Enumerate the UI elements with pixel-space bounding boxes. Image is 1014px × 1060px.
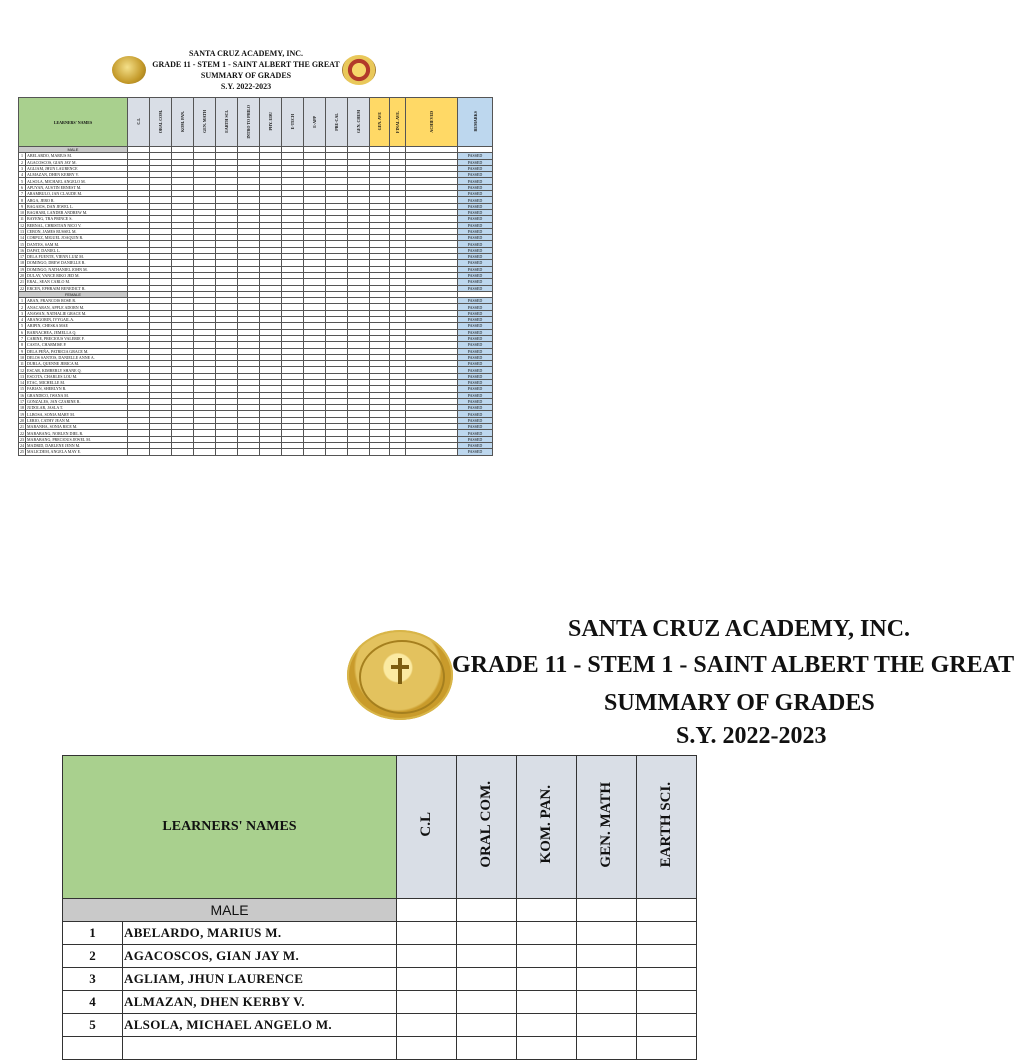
zoom-report-title: SUMMARY OF GRADES	[604, 690, 875, 716]
remarks-cell: PASSED	[458, 386, 493, 392]
report-title: SUMMARY OF GRADES	[200, 71, 292, 80]
remarks-cell: PASSED	[458, 165, 493, 171]
remarks-cell: PASSED	[458, 329, 493, 335]
table-row: 18 DOMINGO, DREW DANIELLE R. PASSED	[19, 260, 493, 266]
col-header-oral-com: ORAL COM.	[457, 756, 517, 899]
table-row: 5 ALSOLA, MICHAEL ANGELO M.	[63, 1014, 697, 1037]
table-row: 22 MABABANG, NORLEN DIEL R. PASSED	[19, 430, 493, 436]
student-name: MABANHA, SONIA RICE M.	[26, 424, 128, 430]
student-name: DANTES, SAM M.	[26, 241, 128, 247]
table-row: 20 DULAY, VANCE RIKO JED M. PASSED	[19, 272, 493, 278]
table-row: 17 GONZALES, JAN CZARINE R. PASSED	[19, 398, 493, 404]
remarks-cell: PASSED	[458, 304, 493, 310]
table-row: 10 DELOS SANTOS, DANIELLE ANNE A. PASSED	[19, 354, 493, 360]
remarks-cell: PASSED	[458, 153, 493, 159]
student-name: ARIPIN, CHESKA MAE	[26, 323, 128, 329]
thumb-col-header: GEN. CHEM	[348, 98, 370, 147]
learners-names-header: LEARNERS' NAMES	[63, 756, 397, 899]
remarks-cell: PASSED	[458, 367, 493, 373]
remarks-cell: PASSED	[458, 342, 493, 348]
table-row: 11 BAYENG, TRA PRINCE S. PASSED	[19, 216, 493, 222]
student-name: ARANGORIN, IVYGAIL A.	[26, 317, 128, 323]
thumbnail-grades-table	[18, 97, 493, 456]
student-name: AGLIAM, JHUN LAURENCE	[26, 165, 128, 171]
col-header-earth-sci: EARTH SCI.	[637, 756, 697, 899]
student-name: CASTA, CHARMISE P.	[26, 342, 128, 348]
remarks-cell: PASSED	[458, 272, 493, 278]
page-thumbnail	[0, 0, 768, 500]
student-name: BAGAIOS, DAN JEWEL L.	[26, 203, 128, 209]
table-row: 19 LLBOSA, SONIA MARY M. PASSED	[19, 411, 493, 417]
remarks-cell: PASSED	[458, 228, 493, 234]
remarks-cell: PASSED	[458, 430, 493, 436]
thumb-names-header: LEARNERS' NAMES	[19, 98, 128, 147]
remarks-cell: PASSED	[458, 379, 493, 385]
student-name: AGACOSCOS, GIAN JAY M.	[26, 159, 128, 165]
table-row: 15 DANTES, SAM M. PASSED	[19, 241, 493, 247]
table-row: 17 DELA FUENTE, VIENN LUIZ M. PASSED	[19, 254, 493, 260]
student-name: MABABANG, PRECIOUS JEWEL M.	[26, 436, 128, 442]
remarks-cell: PASSED	[458, 279, 493, 285]
student-name: DELA FUENTE, VIENN LUIZ M.	[26, 254, 128, 260]
student-name: CEBON, JAMES RUSSEL M.	[26, 228, 128, 234]
remarks-cell: PASSED	[458, 241, 493, 247]
remarks-cell: PASSED	[458, 442, 493, 448]
table-row: 7 CABINE, PRECIOUS VALERIE F. PASSED	[19, 335, 493, 341]
student-name: ERAL, SEAN CARLO M.	[26, 279, 128, 285]
student-name: ARGA, JERO R.	[26, 197, 128, 203]
table-row: 3 AGLIAM, JHUN LAURENCE PASSED	[19, 165, 493, 171]
col-header-cl: C.L	[397, 756, 457, 899]
student-name: APUYAN, AUSTIN ERNEST M.	[26, 184, 128, 190]
student-name: DOMINGO, NATHANIEL JOHN M.	[26, 266, 128, 272]
student-name: GONZALES, JAN CZARINE R.	[26, 398, 128, 404]
table-row: 21 MABANHA, SONIA RICE M. PASSED	[19, 424, 493, 430]
student-name: ABELARDO, MARIUS M.	[123, 922, 397, 945]
remarks-cell: PASSED	[458, 191, 493, 197]
table-row: 5 ARIPIN, CHESKA MAE PASSED	[19, 323, 493, 329]
student-name: DULAY, VANCE RIKO JED M.	[26, 272, 128, 278]
student-name: DURLA, QUENNE JERICA M.	[26, 361, 128, 367]
remarks-cell: PASSED	[458, 317, 493, 323]
student-name: CABINE, PRECIOUS VALERIE F.	[26, 335, 128, 341]
student-name: ABELARDO, MARIUS M.	[26, 153, 128, 159]
remarks-cell: PASSED	[458, 178, 493, 184]
remarks-cell: PASSED	[458, 411, 493, 417]
remarks-cell: PASSED	[458, 424, 493, 430]
remarks-cell: PASSED	[458, 436, 493, 442]
student-name: FABIAN, SHERLYN R.	[26, 386, 128, 392]
zoom-school-name: SANTA CRUZ ACADEMY, INC.	[568, 616, 911, 642]
table-row: 16 GRANDICO, IWANA M. PASSED	[19, 392, 493, 398]
table-row: 8 ARGA, JERO R. PASSED	[19, 197, 493, 203]
table-row: 1 ABAN, FRANCOIS ROSE R. PASSED	[19, 298, 493, 304]
table-row: 24 MADRID, DARLENE JENN M. PASSED	[19, 442, 493, 448]
student-name: BARNACHEA, JEMELLA Q.	[26, 329, 128, 335]
remarks-cell: PASSED	[458, 203, 493, 209]
table-row: 2 AGACOSCOS, GIAN JAY M. PASSED	[19, 159, 493, 165]
student-name: ALSOLA, MICHAEL ANGELO M.	[26, 178, 128, 184]
table-row: 3 ANAWAN, NATHALIE GRACE M. PASSED	[19, 310, 493, 316]
remarks-cell: PASSED	[458, 209, 493, 215]
thumb-col-header: PRE-CAL	[326, 98, 348, 147]
remarks-cell: PASSED	[458, 373, 493, 379]
table-row: 18 JUDOLAR, JASLA T. PASSED	[19, 405, 493, 411]
thumb-col-header: GEN. MATH	[194, 98, 216, 147]
student-name: LLBOSA, SONIA MARY M.	[26, 411, 128, 417]
thumb-col-header: REMARKS	[458, 98, 493, 147]
table-row: 3 AGLIAM, JHUN LAURENCE	[63, 968, 697, 991]
table-row: 4 ALMAZAN, DHEN KERBY V. PASSED	[19, 172, 493, 178]
remarks-cell: PASSED	[458, 222, 493, 228]
table-row: 4 ARANGORIN, IVYGAIL A. PASSED	[19, 317, 493, 323]
thumb-col-header: E-APP	[304, 98, 326, 147]
male-group-label: MALE	[63, 899, 397, 922]
student-name: BAGHARI, LANDER ANDREW M.	[26, 209, 128, 215]
student-name: ANACARAN, APPLE ADORN M.	[26, 304, 128, 310]
table-row: 16 DAPAT, DANIEL L. PASSED	[19, 247, 493, 253]
remarks-cell: PASSED	[458, 405, 493, 411]
student-name: AGLIAM, JHUN LAURENCE	[123, 968, 397, 991]
table-row	[63, 1037, 697, 1060]
thumb-col-header: INTRO TO PHILO	[238, 98, 260, 147]
zoom-grades-table	[62, 755, 697, 1060]
student-name: LERIO, CATHY JEAN M.	[26, 417, 128, 423]
remarks-cell: PASSED	[458, 449, 493, 455]
table-row: 8 CASTA, CHARMISE P. PASSED	[19, 342, 493, 348]
student-name: GRANDICO, IWANA M.	[26, 392, 128, 398]
table-row: 9 BAGAIOS, DAN JEWEL L. PASSED	[19, 203, 493, 209]
thumb-col-header: FINAL AVE.	[390, 98, 406, 147]
thumb-col-header: EARTH SCI.	[216, 98, 238, 147]
table-row: 10 BAGHARI, LANDER ANDREW M. PASSED	[19, 209, 493, 215]
student-name: ALMAZAN, DHEN KERBY V.	[123, 991, 397, 1014]
remarks-cell: PASSED	[458, 354, 493, 360]
student-name: DELA PEÑA, PATRICIA GRACE M.	[26, 348, 128, 354]
table-row: 25 MALICDEM, ANGELA MAY E. PASSED	[19, 449, 493, 455]
thumb-col-header: GEN. AVE	[370, 98, 390, 147]
table-row: 12 BERNAL, CHRISTIAN NICO V. PASSED	[19, 222, 493, 228]
remarks-cell: PASSED	[458, 235, 493, 241]
remarks-cell: PASSED	[458, 298, 493, 304]
zoom-school-year: S.Y. 2022-2023	[676, 723, 827, 749]
thumb-col-header: PHY. EDU	[260, 98, 282, 147]
school-seal-logo-large	[347, 630, 453, 720]
student-name: ESCOTA, CHARLES LOU M.	[26, 373, 128, 379]
remarks-cell: PASSED	[458, 254, 493, 260]
student-name: DOMINGO, DREW DANIELLE R.	[26, 260, 128, 266]
table-row: 5 ALSOLA, MICHAEL ANGELO M. PASSED	[19, 178, 493, 184]
student-name: BERNAL, CHRISTIAN NICO V.	[26, 222, 128, 228]
remarks-cell: PASSED	[458, 310, 493, 316]
student-name: ERCEN, EPHRAIM BENEDICT R.	[26, 285, 128, 291]
remarks-cell: PASSED	[458, 417, 493, 423]
table-row: 22 ERCEN, EPHRAIM BENEDICT R. PASSED	[19, 285, 493, 291]
student-name: ARAMBULO, JAN CLAUDE M.	[26, 191, 128, 197]
student-name: ALMAZAN, DHEN KERBY V.	[26, 172, 128, 178]
remarks-cell: PASSED	[458, 260, 493, 266]
student-name: MALICDEM, ANGELA MAY E.	[26, 449, 128, 455]
student-name: ANAWAN, NATHALIE GRACE M.	[26, 310, 128, 316]
remarks-cell: PASSED	[458, 323, 493, 329]
student-name: MABABANG, NORLEN DIEL R.	[26, 430, 128, 436]
table-row: 9 DELA PEÑA, PATRICIA GRACE M. PASSED	[19, 348, 493, 354]
table-row: 12 ESCAR, KIMBERLY SHANE Q. PASSED	[19, 367, 493, 373]
table-row: 4 ALMAZAN, DHEN KERBY V.	[63, 991, 697, 1014]
student-name: ETAC, MICHELLE M.	[26, 379, 128, 385]
thumb-group-label: FEMALE	[19, 291, 128, 297]
remarks-cell: PASSED	[458, 361, 493, 367]
section-name: GRADE 11 - STEM 1 - SAINT ALBERT THE GREAT	[152, 60, 340, 69]
student-name: ESCAR, KIMBERLY SHANE Q.	[26, 367, 128, 373]
thumbnail-header	[140, 48, 352, 92]
student-name: JUDOLAR, JASLA T.	[26, 405, 128, 411]
remarks-cell: PASSED	[458, 159, 493, 165]
thumb-col-header: ORAL COM.	[150, 98, 172, 147]
thumb-col-header: ACHIEVED	[406, 98, 458, 147]
table-row: 19 DOMINGO, NATHANIEL JOHN M. PASSED	[19, 266, 493, 272]
student-name: BAYENG, TRA PRINCE S.	[26, 216, 128, 222]
col-header-kom-pan: KOM. PAN.	[517, 756, 577, 899]
table-row: 15 FABIAN, SHERLYN R. PASSED	[19, 386, 493, 392]
student-name: ABAN, FRANCOIS ROSE R.	[26, 298, 128, 304]
remarks-cell: PASSED	[458, 172, 493, 178]
remarks-cell: PASSED	[458, 398, 493, 404]
table-row: 2 AGACOSCOS, GIAN JAY M.	[63, 945, 697, 968]
remarks-cell: PASSED	[458, 335, 493, 341]
thumb-col-header: KOM. PAN.	[172, 98, 194, 147]
school-year: S.Y. 2022-2023	[220, 82, 272, 91]
remarks-cell: PASSED	[458, 266, 493, 272]
table-row: 2 ANACARAN, APPLE ADORN M. PASSED	[19, 304, 493, 310]
zoomed-view	[0, 560, 1014, 1032]
student-name: MADRID, DARLENE JENN M.	[26, 442, 128, 448]
table-row: 13 ESCOTA, CHARLES LOU M. PASSED	[19, 373, 493, 379]
remarks-cell: PASSED	[458, 216, 493, 222]
table-row: 14 CORPUZ, MIGUEL JOAQUIN R. PASSED	[19, 235, 493, 241]
remarks-cell: PASSED	[458, 392, 493, 398]
table-row: 23 MABABANG, PRECIOUS JEWEL M. PASSED	[19, 436, 493, 442]
student-name: DELOS SANTOS, DANIELLE ANNE A.	[26, 354, 128, 360]
remarks-cell: PASSED	[458, 197, 493, 203]
student-name: DAPAT, DANIEL L.	[26, 247, 128, 253]
remarks-cell: PASSED	[458, 285, 493, 291]
student-name: AGACOSCOS, GIAN JAY M.	[123, 945, 397, 968]
remarks-cell: PASSED	[458, 348, 493, 354]
table-row: 6 BARNACHEA, JEMELLA Q. PASSED	[19, 329, 493, 335]
table-row: 7 ARAMBULO, JAN CLAUDE M. PASSED	[19, 191, 493, 197]
table-row: 13 CEBON, JAMES RUSSEL M. PASSED	[19, 228, 493, 234]
table-row: 1 ABELARDO, MARIUS M. PASSED	[19, 153, 493, 159]
thumb-col-header: C.L	[128, 98, 150, 147]
thumb-col-header: E-TECH	[282, 98, 304, 147]
student-name: CORPUZ, MIGUEL JOAQUIN R.	[26, 235, 128, 241]
student-name: ALSOLA, MICHAEL ANGELO M.	[123, 1014, 397, 1037]
zoom-section-name: GRADE 11 - STEM 1 - SAINT ALBERT THE GREAT	[452, 652, 1014, 678]
school-name: SANTA CRUZ ACADEMY, INC.	[188, 49, 303, 58]
table-row: 11 DURLA, QUENNE JERICA M. PASSED	[19, 361, 493, 367]
table-row: 6 APUYAN, AUSTIN ERNEST M. PASSED	[19, 184, 493, 190]
col-header-gen-math: GEN. MATH	[577, 756, 637, 899]
table-row: 21 ERAL, SEAN CARLO M. PASSED	[19, 279, 493, 285]
table-row: 1 ABELARDO, MARIUS M.	[63, 922, 697, 945]
remarks-cell: PASSED	[458, 184, 493, 190]
thumb-group-label: MALE	[19, 147, 128, 153]
remarks-cell: PASSED	[458, 247, 493, 253]
table-row: 14 ETAC, MICHELLE M. PASSED	[19, 379, 493, 385]
table-row: 20 LERIO, CATHY JEAN M. PASSED	[19, 417, 493, 423]
